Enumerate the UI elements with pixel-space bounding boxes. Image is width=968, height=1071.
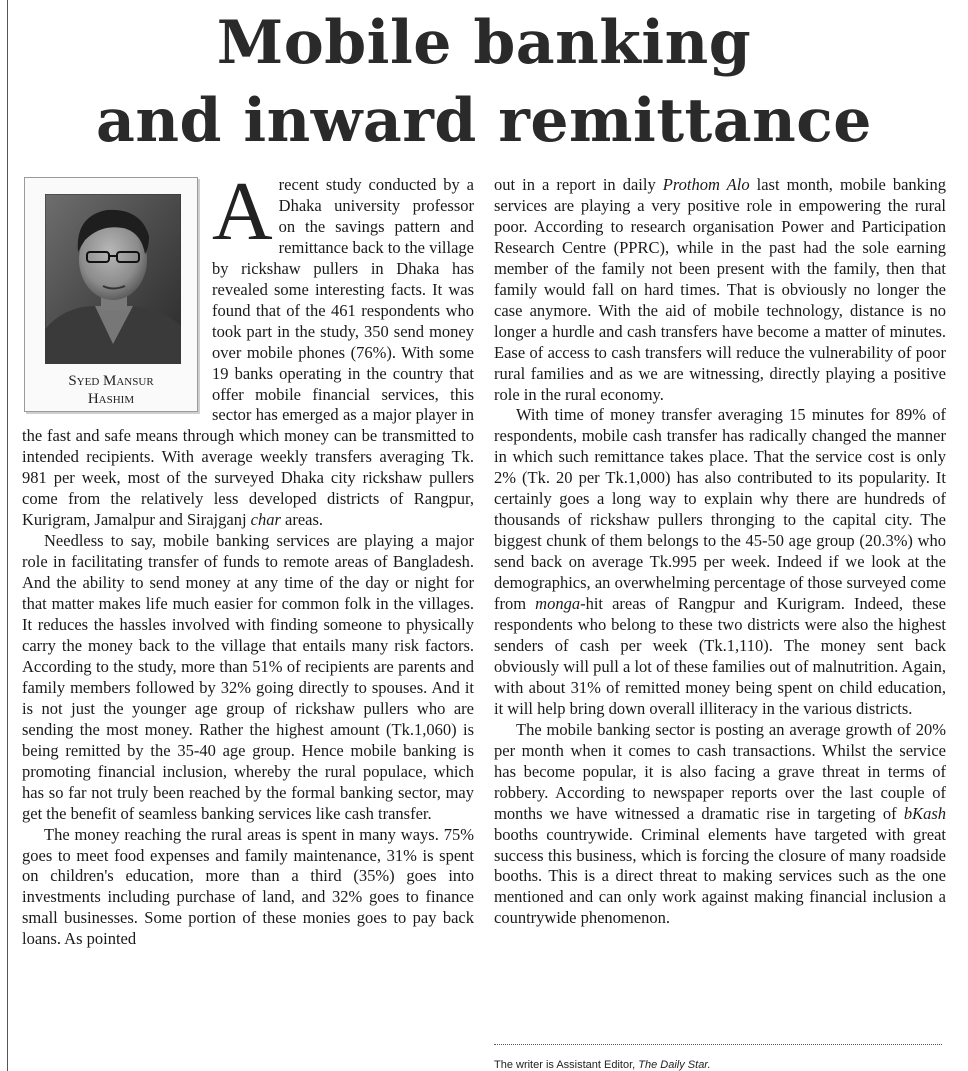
paragraph-5: [494, 405, 946, 719]
paragraph-4-italic-paper: Prothom Alo: [662, 175, 750, 194]
footnote-paper: The Daily Star.: [638, 1059, 711, 1071]
headline-line-1: Mobile banking: [216, 8, 752, 78]
paragraph-1-text-a: recent study conducted by a Dhaka university professor on the savings pattern and remittance back to the village by rickshaw pullers in Dhaka has revealed some interesting facts. It was found that of the 461 respondents who took part in the study, 350 send money over mobile phones (76%). With some 19 banks operating in the country that offer mobile financial services, this sector has emerged as a major player in the fast and safe means through which money can be transmitted to intended recipients. With average weekly transfers averaging Tk. 981 per week, most of the surveyed Dhaka city rickshaw pullers come from the relatively less developed districts of Rangpur, Kurigram, Jamalpur and Sirajganj: [22, 175, 474, 530]
paragraph-6-italic-bkash: bKash: [903, 803, 946, 823]
author-byline: [25, 372, 197, 408]
article-column-right: [494, 175, 946, 929]
author-footnote: [494, 1059, 954, 1071]
author-name-line-1: Syed Mansur: [68, 373, 154, 389]
paragraph-1-italic-char: char: [250, 510, 281, 530]
author-portrait-image: [45, 194, 181, 364]
drop-cap: A: [212, 165, 273, 258]
paragraph-1-text-b: areas.: [280, 510, 324, 530]
footnote-text: The writer is Assistant Editor,: [494, 1059, 639, 1071]
article-column-left: [22, 165, 474, 950]
author-photo: [45, 194, 181, 364]
paragraph-4-text-a: out in a report in daily: [494, 175, 663, 194]
paragraph-5-italic-monga: monga: [535, 594, 581, 614]
headline-line-2: and inward remittance: [96, 86, 872, 156]
paragraph-6-text-b: booths countrywide. Criminal elements have targeted with great success this business, which is forcing the closure of many roadside booths. This is a direct threat to making services such as the one mentioned and can only work against making financial inclusion a countrywide phenomenon.: [494, 824, 946, 928]
paragraph-2: Needless to say, mobile banking services are playing a major role in facilitating transfer of funds to remote areas of Bangladesh. And the ability to send money at any time of the day or night for that matter makes life much easier for common folk in the villages. It reduces the hassles involved with finding someone to physically carry the money back to the village that entails many risk factors. According to the study, more than 51% of recipients are parents and family members followed by 32% going directly to spouses. And it is not just the younger age group of rickshaw pullers who are sending the most money. Rather the highest amount (Tk.1,060) is being remitted by the 35-40 age group. Hence mobile banking is promoting financial inclusion, whereby the rural populace, which has so far not truly been reached by the formal banking sector, may get the benefit of seamless banking services like cash transfer.: [22, 531, 474, 823]
author-photo-frame: [24, 177, 198, 412]
paragraph-3: The money reaching the rural areas is spent in many ways. 75% goes to meet food expenses and family maintenance, 31% is spent on children's education, more than a third (35%) goes into investments including purchase of land, and 32% goes to finance small businesses. Some portion of these monies goes to pay back loans. As pointed: [22, 824, 474, 949]
paragraph-4-text-b: last month, mobile banking services are playing a very positive role in empowering the rural poor. According to research organisation Power and Participation Research Centre (PPRC), while in the past had the sole earning member of the family not been present with the family, then that family would fall on hard times. That is obviously no longer the case anymore. With the aid of mobile technology, distance is no longer a hurdle and cash transfers have become a matter of minutes. Ease of access to cash transfers will reduce the vulnerability of poor rural families and as we are witnessing, directly playing a positive role in the rural economy.: [494, 175, 946, 404]
footer-dotted-rule: [494, 1044, 942, 1045]
author-name-line-2: Hashim: [87, 391, 135, 407]
paragraph-6: [494, 720, 946, 930]
paragraph-5-text-a: With time of money transfer averaging 15 minutes for 89% of respondents, mobile cash transfer has radically changed the manner in which such remittance takes place. That the service cost is only 2% (Tk. 20 per Tk.1,000) has also contributed to its popularity. It certainly goes a long way to explain why there are hundreds of thousands of rickshaw pullers thronging to the capital city. The biggest chunk of them belongs to the 45-50 age group (20.3%) who send back on average Tk.995 per week. Indeed if we look at the demographics, an overwhelming percentage of those surveyed come from: [494, 405, 946, 614]
paragraph-4: [494, 175, 946, 405]
paragraph-5-text-b: -hit areas of Rangpur and Kurigram. Indeed, these respondents who belong to these two districts were also the highest senders of cash per week (Tk.1,110). The money sent back obviously will pull a lot of these families out of malnutrition. Again, with about 31% of remitted money being spent on child education, it will help bring down overall illiteracy in the various districts.: [494, 594, 946, 718]
paragraph-6-text-a: The mobile banking sector is posting an average growth of 20% per month when it comes to cash transactions. Whilst the service has become popular, it is also facing a grave threat in terms of robbery. According to newspaper reports over the last couple of months we have witnessed a dramatic rise in targeting of: [494, 719, 946, 823]
